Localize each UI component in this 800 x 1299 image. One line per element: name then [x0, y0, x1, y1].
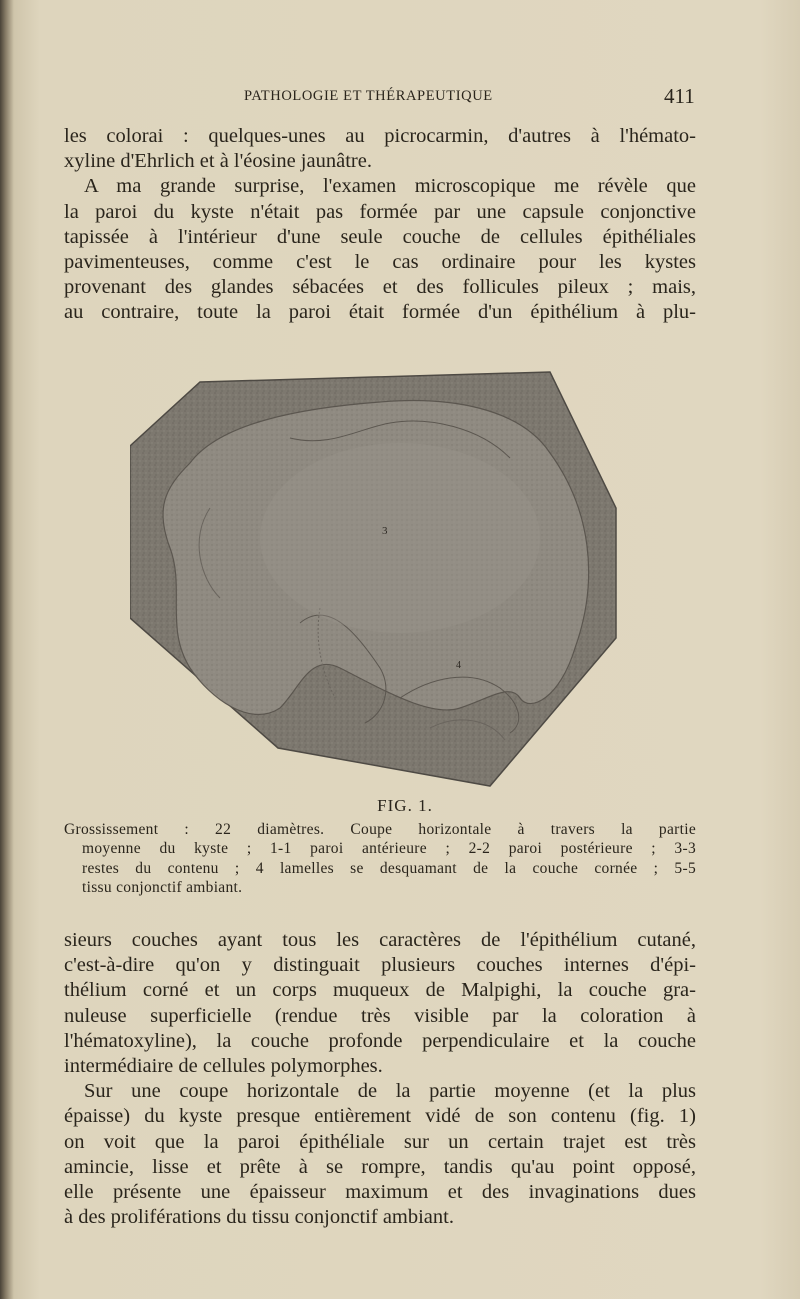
text-line: provenant des glandes sébacées et des follicules pileux ; mais,: [64, 276, 696, 299]
text-line: pavimenteuses, comme c'est le cas ordinaire pour les kystes: [64, 251, 696, 274]
caption-line: tissu conjonctif ambiant.: [82, 879, 243, 897]
cyst-section-illustration: [130, 368, 620, 788]
running-title: PATHOLOGIE ET THÉRAPEUTIQUE: [244, 88, 493, 104]
text-line: intermédiaire de cellules polymorphes.: [64, 1055, 383, 1078]
figure-label: FIG. 1.: [377, 796, 433, 815]
text-line: nuleuse superficielle (rendue très visible par la coloration à: [64, 1004, 696, 1027]
text-line: xyline d'Ehrlich et à l'éosine jaunâtre.: [64, 150, 372, 173]
caption-line: restes du contenu ; 4 lamelles se desquamant de la couche cornée ; 5-5: [82, 859, 696, 877]
text-line: A ma grande surprise, l'examen microscopique me révèle que: [84, 175, 696, 198]
text-line: les colorai : quelques-unes au picrocarmin, d'autres à l'hémato-: [64, 125, 696, 147]
figure-mark-4: 4: [456, 660, 461, 671]
caption-line: moyenne du kyste ; 1-1 paroi antérieure ; 2-2 paroi postérieure ; 3-3: [82, 840, 696, 858]
text-line: sieurs couches ayant tous les caractères de l'épithélium cutané,: [64, 929, 696, 951]
figure-caption: [64, 820, 696, 898]
text-line: à des proliférations du tissu conjonctif ambiant.: [64, 1206, 454, 1229]
text-line: l'hématoxyline), la couche profonde perpendiculaire et la couche: [64, 1029, 696, 1052]
text-line: elle présente une épaisseur maximum et des invaginations dues: [64, 1181, 696, 1204]
text-line: thélium corné et un corps muqueux de Malpighi, la couche gra-: [64, 979, 696, 1002]
page-number: 411: [664, 84, 695, 108]
figure-mark-3: 3: [382, 525, 388, 537]
paragraph-2: [64, 928, 696, 1230]
text-line: c'est-à-dire qu'on y distinguait plusieurs couches internes d'épi-: [64, 954, 696, 977]
text-line: épaisse) du kyste presque entièrement vidé de son contenu (fig. 1): [64, 1105, 696, 1128]
page-header: [0, 84, 800, 108]
caption-line: Grossissement : 22 diamètres. Coupe horizontale à travers la partie: [64, 821, 696, 838]
text-line: amincie, lisse et prête à se rompre, tandis qu'au point opposé,: [64, 1155, 696, 1178]
text-line: on voit que la paroi épithéliale sur un certain trajet est très: [64, 1130, 696, 1153]
text-line: au contraire, toute la paroi était formée d'un épithélium à plu-: [64, 301, 696, 324]
figure-1-plate: [130, 368, 620, 788]
text-line: la paroi du kyste n'était pas formée par une capsule conjonctive: [64, 200, 696, 223]
text-line: tapissée à l'intérieur d'une seule couche de cellules épithéliales: [64, 225, 696, 248]
text-line: Sur une coupe horizontale de la partie moyenne (et la plus: [84, 1080, 696, 1103]
paragraph-1: [64, 124, 696, 326]
